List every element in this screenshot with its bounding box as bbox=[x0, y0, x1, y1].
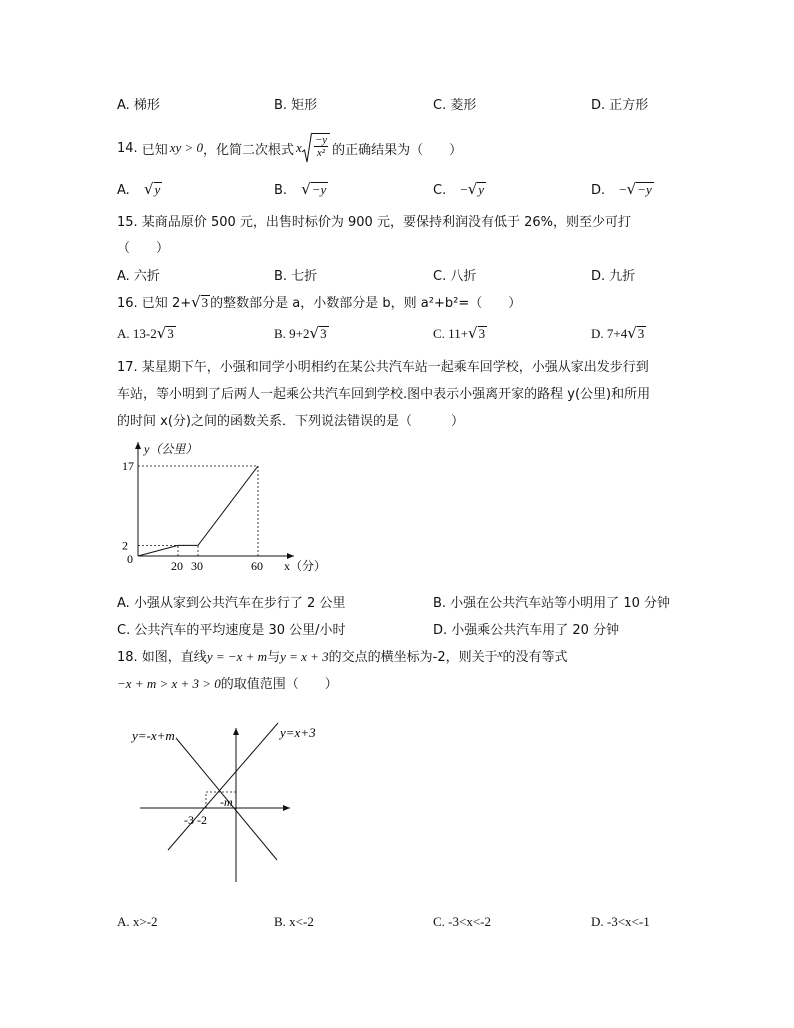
x-tick-label-60: 60 bbox=[251, 559, 263, 573]
x-tick-label-20: 20 bbox=[171, 559, 183, 573]
radical-sign-icon: √ bbox=[191, 293, 201, 311]
label-m: -m bbox=[220, 795, 233, 809]
q14-option-a[interactable]: A. √y bbox=[117, 180, 161, 198]
q14-stem bbox=[117, 134, 462, 162]
q18-option-d[interactable]: D. -3<x<-1 bbox=[591, 914, 650, 929]
q13-option-d[interactable]: D. 正方形 bbox=[591, 98, 649, 113]
y-tick-label-17: 17 bbox=[122, 459, 134, 473]
q16-option-b[interactable]: B. 9+2√3 bbox=[274, 324, 327, 342]
q14-option-c[interactable]: C. −√y bbox=[433, 180, 485, 198]
q14-radical-numerator: −y bbox=[314, 134, 328, 146]
q15-line1: 15. 某商品原价 500 元，出售时标价为 900 元，要保持利润没有低于 26%，则至少可打 bbox=[117, 215, 631, 230]
q16-text-a: 16. 已知 2+ bbox=[117, 296, 192, 311]
guide-lines bbox=[138, 466, 258, 556]
q13-option-c[interactable]: C. 菱形 bbox=[433, 98, 477, 113]
q17-option-b[interactable]: B. 小强在公共汽车站等小明用了 10 分钟 bbox=[433, 596, 670, 611]
q15-option-c[interactable]: C. 八折 bbox=[433, 269, 477, 284]
q16-option-a[interactable]: A. 13-2√3 bbox=[117, 324, 174, 342]
q13-option-a[interactable]: A. 梯形 bbox=[117, 98, 160, 113]
q15-line2: （ ） bbox=[117, 241, 170, 256]
q18-line2: −x + m > x + 3 > 0的取值范围（ ） bbox=[117, 676, 338, 692]
q18-line-graph bbox=[128, 720, 338, 885]
radical-sign-icon bbox=[302, 132, 312, 164]
q18-option-a[interactable]: A. x>-2 bbox=[117, 914, 158, 929]
label-line-2: y=x+3 bbox=[280, 725, 316, 740]
q18-line1: 18. 如图，直线y = −x + m与y = x + 3的交点的横坐标为-2，则关于$^x$的没有等式 bbox=[117, 648, 568, 665]
radical-sign-icon: √ bbox=[309, 324, 320, 342]
y-axis-label: y（公里） bbox=[144, 442, 198, 456]
q14-radical bbox=[302, 132, 330, 164]
line-y-eq-x-plus-3 bbox=[168, 723, 278, 850]
q17-line3: 的时间 x(分)之间的函数关系．下列说法错误的是（ ） bbox=[117, 414, 464, 429]
y-tick-label-2: 2 bbox=[122, 538, 128, 553]
q18-inequality: −x + m > x + 3 > 0 bbox=[117, 676, 221, 691]
q16-stem bbox=[117, 292, 521, 311]
q14-number: 14. bbox=[117, 140, 138, 156]
label-ticks: -3 -2 bbox=[184, 813, 207, 827]
q17-option-a[interactable]: A. 小强从家到公共汽车在步行了 2 公里 bbox=[117, 596, 346, 611]
q15-option-a[interactable]: A. 六折 bbox=[117, 269, 160, 284]
q15-option-b[interactable]: B. 七折 bbox=[274, 269, 318, 284]
radical-sign-icon: √ bbox=[301, 180, 311, 198]
q16-option-d[interactable]: D. 7+4√3 bbox=[591, 324, 645, 342]
q17-option-d[interactable]: D. 小强乘公共汽车用了 20 分钟 bbox=[433, 623, 620, 638]
q17-line1: 17. 某星期下午，小强和同学小明相约在某公共汽车站一起乘车回学校，小强从家出发步行到 bbox=[117, 360, 649, 375]
q17-option-c[interactable]: C. 公共汽车的平均速度是 30 公里/小时 bbox=[117, 623, 346, 638]
q14-option-d[interactable]: D. −√−y bbox=[591, 180, 652, 198]
radical-sign-icon: √ bbox=[627, 324, 637, 342]
q16-text-b: 的整数部分是 a，小数部分是 b，则 a²+b²=（ ） bbox=[210, 296, 522, 311]
q17-line2: 车站，等小明到了后两人一起乘公共汽车回到学校.图中表示小强离开家的路程 y(公里)和所用 bbox=[117, 387, 651, 402]
q18-option-b[interactable]: B. x<-2 bbox=[274, 914, 314, 929]
q18-equation-2: y = x + 3 bbox=[280, 649, 329, 664]
radical-sign-icon: √ bbox=[156, 324, 167, 342]
q14-radical-denominator: x² bbox=[316, 147, 326, 159]
label-line-1: y=-x+m bbox=[132, 728, 175, 743]
q14-condition: xy > 0 bbox=[169, 140, 204, 155]
radical-sign-icon: √ bbox=[143, 180, 154, 198]
q14-option-b[interactable]: B. √−y bbox=[274, 180, 327, 198]
x-tick-label-30: 30 bbox=[191, 559, 203, 573]
series-line bbox=[138, 466, 258, 556]
q14-radical-coef: x bbox=[296, 140, 302, 155]
q14-text-c: 的正确结果为（ ） bbox=[332, 142, 463, 158]
q14-text-b: ，化简二次根式 bbox=[203, 142, 295, 158]
q18-option-c[interactable]: C. -3<x<-2 bbox=[433, 914, 491, 929]
radical-sign-icon: √ bbox=[468, 324, 478, 342]
q13-option-b[interactable]: B. 矩形 bbox=[274, 98, 318, 113]
origin-label: 0 bbox=[127, 552, 133, 566]
q15-option-d[interactable]: D. 九折 bbox=[591, 269, 636, 284]
q18-equation-1: y = −x + m bbox=[206, 649, 268, 664]
x-axis-label: x（分） bbox=[284, 559, 327, 573]
radical-sign-icon: √ bbox=[467, 180, 478, 198]
q16-option-c[interactable]: C. 11+√3 bbox=[433, 324, 486, 342]
q17-distance-time-chart bbox=[112, 436, 327, 576]
radical-sign-icon: √ bbox=[626, 180, 637, 198]
q14-text-a: 已知 bbox=[141, 142, 168, 158]
q16-radicand: 3 bbox=[201, 295, 209, 310]
